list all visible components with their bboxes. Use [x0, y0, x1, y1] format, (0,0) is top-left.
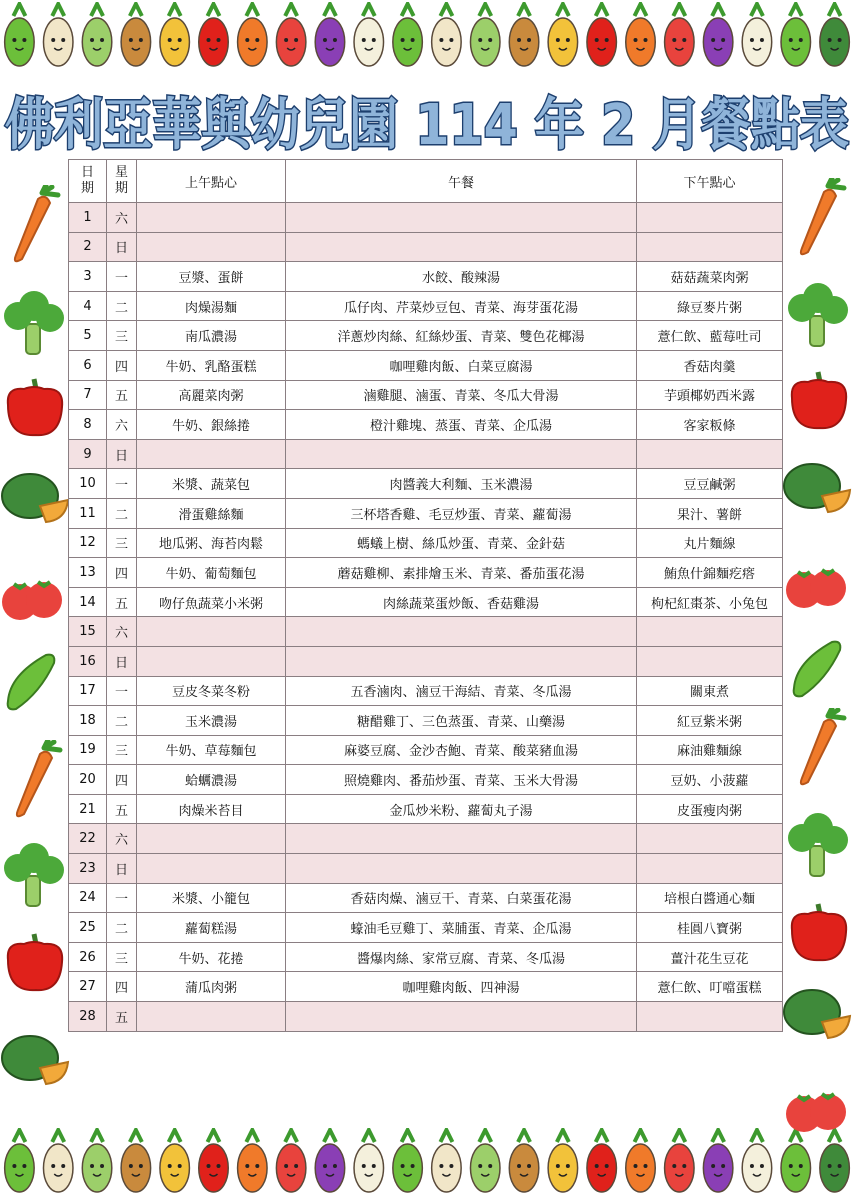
cell-afternoon-snack: 薑汁花生豆花 [637, 942, 783, 972]
red-pepper-icon [587, 1130, 617, 1192]
table-row [69, 380, 783, 410]
table-row [69, 439, 783, 469]
cell-weekday: 五 [107, 380, 137, 410]
cell-lunch: 香菇肉燥、滷豆干、青菜、白菜蛋花湯 [286, 883, 637, 913]
cauliflower-icon [742, 1130, 772, 1192]
cell-date: 4 [69, 291, 107, 321]
cell-afternoon-snack: 香菇肉羹 [637, 350, 783, 380]
cucumber-icon [781, 1130, 811, 1192]
cell-weekday: 日 [107, 646, 137, 676]
cell-afternoon-snack [637, 854, 783, 884]
cucumber-icon [781, 4, 811, 66]
broccoli-icon [784, 812, 850, 880]
table-row [69, 498, 783, 528]
table-row [69, 676, 783, 706]
cell-date: 23 [69, 854, 107, 884]
onion-icon [432, 4, 462, 66]
bell-pepper-icon [0, 375, 68, 441]
yellow-pepper-icon [548, 4, 578, 66]
cell-morning-snack: 肉燥湯麵 [137, 291, 286, 321]
bell-pepper-icon [784, 900, 852, 966]
cell-weekday: 一 [107, 469, 137, 499]
cell-afternoon-snack [637, 824, 783, 854]
cell-weekday: 六 [107, 617, 137, 647]
table-row [69, 528, 783, 558]
vegetable-border-bottom [0, 1128, 854, 1198]
header-weekday: 星 期 [107, 160, 137, 203]
cell-weekday: 二 [107, 706, 137, 736]
cell-afternoon-snack: 皮蛋瘦肉粥 [637, 794, 783, 824]
cell-date: 11 [69, 498, 107, 528]
cell-weekday: 日 [107, 232, 137, 262]
table-row [69, 587, 783, 617]
cell-lunch: 蠔油毛豆雞丁、菜脯蛋、青菜、企瓜湯 [286, 913, 637, 943]
tomato-icon [276, 4, 306, 66]
cell-afternoon-snack: 鮪魚什錦麵疙瘩 [637, 558, 783, 588]
cell-morning-snack: 地瓜粥、海苔肉鬆 [137, 528, 286, 558]
table-row [69, 706, 783, 736]
carrot-icon [238, 4, 268, 66]
cell-afternoon-snack: 薏仁飲、叮噹蛋糕 [637, 972, 783, 1002]
carrot-icon [626, 4, 656, 66]
cell-lunch: 螞蟻上樹、絲瓜炒蛋、青菜、金針菇 [286, 528, 637, 558]
table-header-row [69, 160, 783, 203]
leek-icon [470, 1130, 500, 1192]
table-row [69, 350, 783, 380]
cell-afternoon-snack: 紅豆紫米粥 [637, 706, 783, 736]
cell-lunch: 金瓜炒米粉、蘿蔔丸子湯 [286, 794, 637, 824]
cell-morning-snack [137, 439, 286, 469]
cell-lunch: 橙汁雞塊、蒸蛋、青菜、企瓜湯 [286, 410, 637, 440]
table-row [69, 203, 783, 233]
cell-date: 24 [69, 883, 107, 913]
carrot-icon [626, 1130, 656, 1192]
carrot-icon [4, 740, 66, 820]
cell-afternoon-snack: 丸片麵線 [637, 528, 783, 558]
cell-lunch: 五香滷肉、滷豆干海結、青菜、冬瓜湯 [286, 676, 637, 706]
table-row [69, 232, 783, 262]
cell-morning-snack [137, 646, 286, 676]
red-pepper-icon [199, 4, 229, 66]
cucumber-icon [393, 1130, 423, 1192]
table-row [69, 824, 783, 854]
cell-afternoon-snack: 果汁、薯餅 [637, 498, 783, 528]
cell-date: 2 [69, 232, 107, 262]
cell-lunch: 咖哩雞肉飯、四神湯 [286, 972, 637, 1002]
onion-icon [43, 4, 73, 66]
cucumber-icon [5, 4, 35, 66]
cell-lunch: 洋蔥炒肉絲、紅絲炒蛋、青菜、雙色花椰湯 [286, 321, 637, 351]
cell-lunch [286, 439, 637, 469]
cell-afternoon-snack [637, 1002, 783, 1032]
cell-date: 26 [69, 942, 107, 972]
table-row [69, 469, 783, 499]
cell-lunch [286, 854, 637, 884]
cell-date: 10 [69, 469, 107, 499]
cell-lunch: 肉絲蔬菜蛋炒飯、香菇雞湯 [286, 587, 637, 617]
cell-weekday: 六 [107, 203, 137, 233]
cell-lunch: 麻婆豆腐、金沙杏鮑、青菜、酸菜豬血湯 [286, 735, 637, 765]
cell-lunch: 醬爆肉絲、家常豆腐、青菜、冬瓜湯 [286, 942, 637, 972]
cell-afternoon-snack: 芋頭椰奶西米露 [637, 380, 783, 410]
cell-afternoon-snack: 菇菇蔬菜肉粥 [637, 262, 783, 292]
cell-morning-snack: 牛奶、花捲 [137, 942, 286, 972]
header-lunch: 午餐 [286, 160, 637, 203]
onion-icon [43, 1130, 73, 1192]
cell-date: 1 [69, 203, 107, 233]
cell-lunch [286, 1002, 637, 1032]
potato-icon [509, 4, 539, 66]
page-title-text: 佛利亞華與幼兒園 114 年 2 月餐點表 [5, 93, 849, 158]
cell-weekday: 二 [107, 291, 137, 321]
cell-morning-snack [137, 617, 286, 647]
tomato-icon [665, 1130, 695, 1192]
table-row [69, 1002, 783, 1032]
cell-lunch [286, 617, 637, 647]
vegetable-border-top [0, 2, 854, 72]
cell-lunch: 水餃、酸辣湯 [286, 262, 637, 292]
eggplant-icon [315, 1130, 345, 1192]
cell-date: 15 [69, 617, 107, 647]
cell-morning-snack [137, 1002, 286, 1032]
cell-lunch: 咖哩雞肉飯、白菜豆腐湯 [286, 350, 637, 380]
table-row [69, 291, 783, 321]
cucumber-icon [5, 1130, 35, 1192]
cell-morning-snack: 高麗菜肉粥 [137, 380, 286, 410]
cell-afternoon-snack [637, 203, 783, 233]
cell-date: 16 [69, 646, 107, 676]
cell-weekday: 四 [107, 558, 137, 588]
cell-morning-snack: 玉米濃湯 [137, 706, 286, 736]
tomato-icon [665, 4, 695, 66]
cell-lunch: 三杯塔香雞、毛豆炒蛋、青菜、蘿蔔湯 [286, 498, 637, 528]
cell-lunch: 照燒雞肉、番茄炒蛋、青菜、玉米大骨湯 [286, 765, 637, 795]
meal-menu-table [68, 159, 783, 1032]
cauliflower-icon [354, 4, 384, 66]
cell-weekday: 三 [107, 528, 137, 558]
bell-pepper-icon [784, 368, 852, 434]
cell-date: 13 [69, 558, 107, 588]
cell-date: 19 [69, 735, 107, 765]
table-row [69, 617, 783, 647]
cell-weekday: 日 [107, 439, 137, 469]
cell-date: 17 [69, 676, 107, 706]
header-date: 日 期 [69, 160, 107, 203]
cell-lunch: 糖醋雞丁、三色蒸蛋、青菜、山藥湯 [286, 706, 637, 736]
red-pepper-icon [199, 1130, 229, 1192]
cell-weekday: 日 [107, 854, 137, 884]
table-row [69, 942, 783, 972]
table-row [69, 765, 783, 795]
table-row [69, 794, 783, 824]
cell-date: 21 [69, 794, 107, 824]
cell-date: 14 [69, 587, 107, 617]
leek-icon [82, 1130, 112, 1192]
yellow-pepper-icon [160, 4, 190, 66]
cell-morning-snack: 豆漿、蛋餅 [137, 262, 286, 292]
cell-weekday: 二 [107, 498, 137, 528]
cell-weekday: 一 [107, 676, 137, 706]
cell-weekday: 五 [107, 794, 137, 824]
pumpkin-icon [782, 986, 852, 1042]
cell-morning-snack: 肉燥米苔目 [137, 794, 286, 824]
cell-afternoon-snack: 桂圓八寶粥 [637, 913, 783, 943]
cell-morning-snack: 滑蛋雞絲麵 [137, 498, 286, 528]
table-row [69, 913, 783, 943]
cell-lunch: 蘑菇雞柳、素排燴玉米、青菜、番茄蛋花湯 [286, 558, 637, 588]
cell-morning-snack: 吻仔魚蔬菜小米粥 [137, 587, 286, 617]
cell-afternoon-snack: 客家粄條 [637, 410, 783, 440]
pumpkin-icon [820, 4, 850, 66]
cell-date: 22 [69, 824, 107, 854]
carrot-icon [2, 185, 64, 265]
cauliflower-icon [354, 1130, 384, 1192]
cell-lunch [286, 232, 637, 262]
cell-morning-snack: 牛奶、葡萄麵包 [137, 558, 286, 588]
cell-morning-snack: 蒲瓜肉粥 [137, 972, 286, 1002]
table-row [69, 972, 783, 1002]
cell-date: 5 [69, 321, 107, 351]
cell-weekday: 六 [107, 824, 137, 854]
carrot-icon [238, 1130, 268, 1192]
cell-date: 12 [69, 528, 107, 558]
cell-weekday: 三 [107, 321, 137, 351]
cell-weekday: 五 [107, 1002, 137, 1032]
tomato-icon [784, 560, 850, 612]
pumpkin-icon [0, 470, 70, 526]
carrot-icon [788, 178, 850, 258]
table-row [69, 883, 783, 913]
cell-date: 18 [69, 706, 107, 736]
table-row [69, 854, 783, 884]
cell-morning-snack: 米漿、小籠包 [137, 883, 286, 913]
potato-icon [509, 1130, 539, 1192]
broccoli-icon [0, 290, 66, 358]
cucumber-icon [786, 632, 848, 702]
pumpkin-icon [782, 460, 852, 516]
broccoli-icon [0, 842, 66, 910]
cell-morning-snack: 豆皮冬菜冬粉 [137, 676, 286, 706]
eggplant-icon [703, 4, 733, 66]
leek-icon [82, 4, 112, 66]
potato-icon [121, 4, 151, 66]
leek-icon [470, 4, 500, 66]
tomato-icon [784, 1084, 850, 1136]
cell-afternoon-snack: 枸杞紅棗茶、小兔包 [637, 587, 783, 617]
yellow-pepper-icon [548, 1130, 578, 1192]
cell-weekday: 三 [107, 735, 137, 765]
cell-lunch: 肉醬義大利麵、玉米濃湯 [286, 469, 637, 499]
cell-weekday: 五 [107, 587, 137, 617]
red-pepper-icon [587, 4, 617, 66]
cell-lunch [286, 824, 637, 854]
header-morning-snack: 上午點心 [137, 160, 286, 203]
cell-weekday: 四 [107, 350, 137, 380]
cell-date: 27 [69, 972, 107, 1002]
cell-morning-snack: 蛤蠣濃湯 [137, 765, 286, 795]
cell-date: 7 [69, 380, 107, 410]
cell-morning-snack: 牛奶、乳酪蛋糕 [137, 350, 286, 380]
bell-pepper-icon [0, 930, 68, 996]
cucumber-icon [393, 4, 423, 66]
carrot-icon [788, 708, 850, 788]
cell-lunch [286, 203, 637, 233]
cell-afternoon-snack: 綠豆麥片粥 [637, 291, 783, 321]
tomato-icon [276, 1130, 306, 1192]
cell-afternoon-snack [637, 439, 783, 469]
cell-afternoon-snack [637, 232, 783, 262]
cell-morning-snack: 牛奶、銀絲捲 [137, 410, 286, 440]
cell-date: 25 [69, 913, 107, 943]
cell-morning-snack [137, 203, 286, 233]
cell-afternoon-snack: 豆豆鹹粥 [637, 469, 783, 499]
cell-date: 3 [69, 262, 107, 292]
cauliflower-icon [742, 4, 772, 66]
table-row [69, 321, 783, 351]
cell-date: 8 [69, 410, 107, 440]
table-row [69, 410, 783, 440]
cell-afternoon-snack: 薏仁飲、藍莓吐司 [637, 321, 783, 351]
cucumber-icon [0, 645, 62, 715]
cell-date: 9 [69, 439, 107, 469]
eggplant-icon [703, 1130, 733, 1192]
cell-weekday: 四 [107, 765, 137, 795]
cell-date: 20 [69, 765, 107, 795]
table-row [69, 558, 783, 588]
cell-lunch [286, 646, 637, 676]
cell-morning-snack: 牛奶、草莓麵包 [137, 735, 286, 765]
cell-weekday: 一 [107, 883, 137, 913]
table-row [69, 646, 783, 676]
cell-morning-snack [137, 824, 286, 854]
cell-afternoon-snack: 豆奶、小菠蘿 [637, 765, 783, 795]
eggplant-icon [315, 4, 345, 66]
tomato-icon [0, 572, 66, 624]
table-row [69, 262, 783, 292]
table-row [69, 735, 783, 765]
cell-afternoon-snack: 麻油雞麵線 [637, 735, 783, 765]
cell-weekday: 一 [107, 262, 137, 292]
cell-afternoon-snack: 關東煮 [637, 676, 783, 706]
cell-weekday: 四 [107, 972, 137, 1002]
cell-date: 28 [69, 1002, 107, 1032]
cell-afternoon-snack [637, 646, 783, 676]
cell-afternoon-snack: 培根白醬通心麵 [637, 883, 783, 913]
cell-morning-snack: 米漿、蔬菜包 [137, 469, 286, 499]
cell-date: 6 [69, 350, 107, 380]
cell-afternoon-snack [637, 617, 783, 647]
potato-icon [121, 1130, 151, 1192]
yellow-pepper-icon [160, 1130, 190, 1192]
cell-morning-snack: 蘿蔔糕湯 [137, 913, 286, 943]
cell-lunch: 瓜仔肉、芹菜炒豆包、青菜、海芽蛋花湯 [286, 291, 637, 321]
cell-lunch: 滷雞腿、滷蛋、青菜、冬瓜大骨湯 [286, 380, 637, 410]
page-title [0, 84, 854, 162]
pumpkin-icon [820, 1130, 850, 1192]
header-afternoon-snack: 下午點心 [637, 160, 783, 203]
cell-weekday: 三 [107, 942, 137, 972]
broccoli-icon [784, 282, 850, 350]
cell-morning-snack [137, 232, 286, 262]
cell-weekday: 六 [107, 410, 137, 440]
cell-morning-snack [137, 854, 286, 884]
onion-icon [432, 1130, 462, 1192]
cell-weekday: 二 [107, 913, 137, 943]
pumpkin-icon [0, 1032, 70, 1088]
cell-morning-snack: 南瓜濃湯 [137, 321, 286, 351]
